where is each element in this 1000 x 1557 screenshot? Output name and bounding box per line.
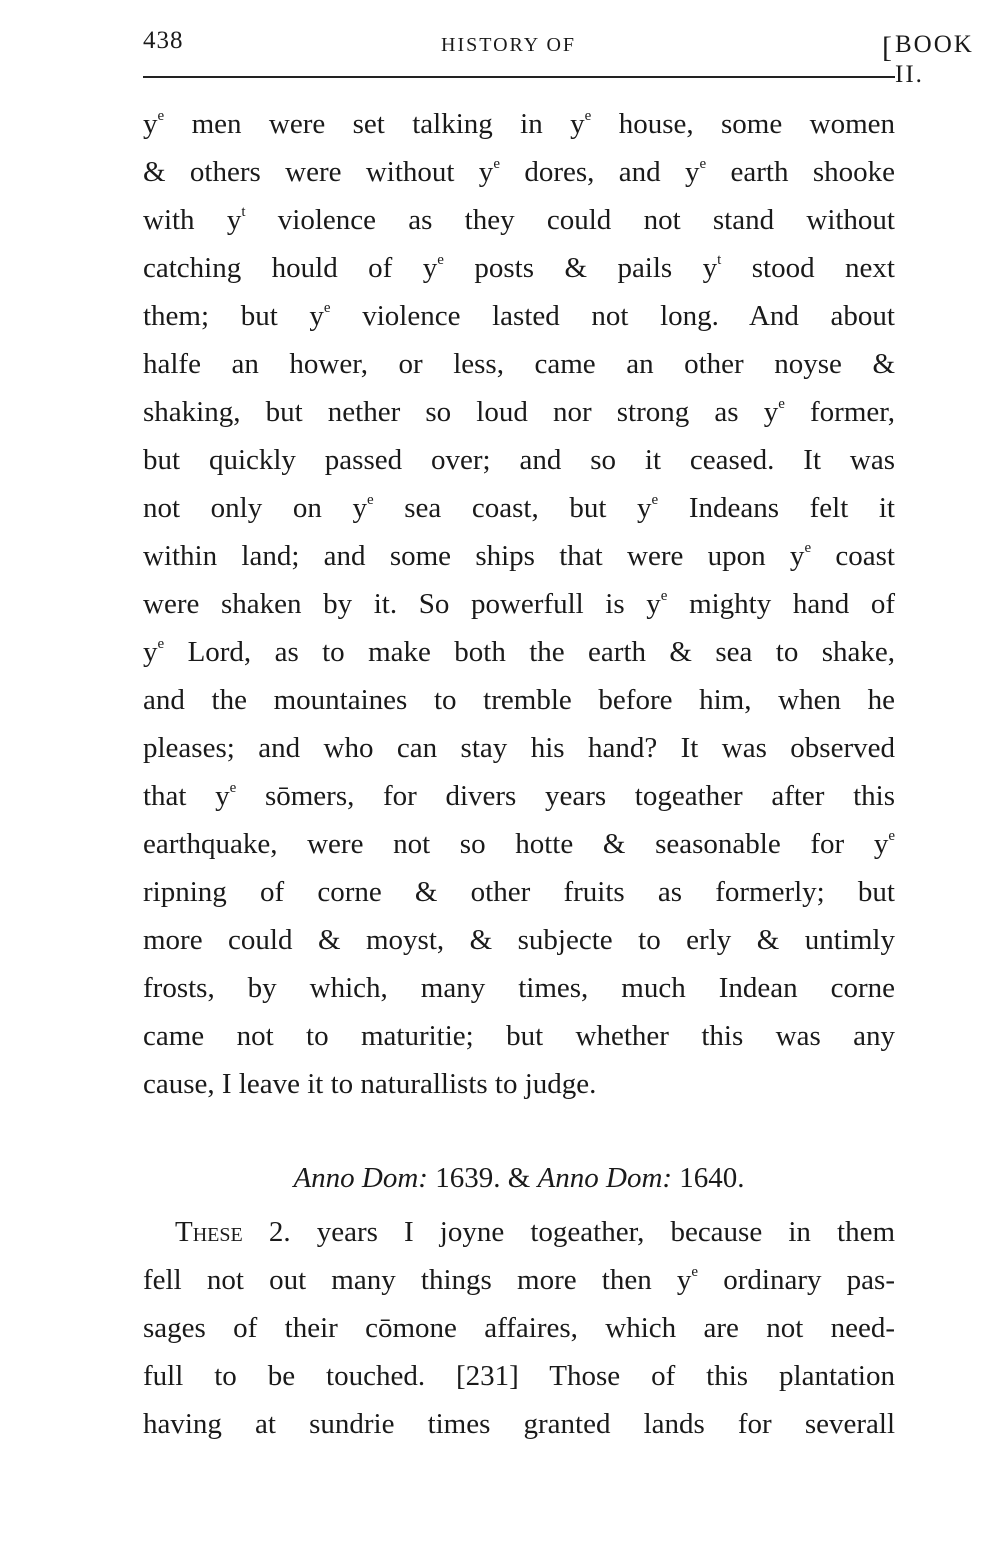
text-line: $y^e$ Lord, as to make both the earth & sea to shake,	[143, 636, 895, 668]
book-label-text: BOOK II.	[895, 31, 974, 88]
text-line: more could & moyst, & subjecte to erly & untimly	[143, 924, 895, 956]
text-line: frosts, by which, many times, much Indean corne	[143, 972, 895, 1004]
text-line: shaking, but nether so loud nor strong as $y^e$ former,	[143, 396, 895, 428]
header-rule	[143, 76, 895, 78]
text-line: & others were without $y^e$ dores, and $y^e$ earth shooke	[143, 156, 895, 188]
page-header	[143, 26, 974, 88]
heading-anno-2: Anno Dom:	[537, 1162, 673, 1194]
text-line: them; but $y^e$ violence lasted not long. And about	[143, 300, 895, 332]
text-line: halfe an hower, or less, came an other noyse &	[143, 348, 895, 380]
text-line: within land; and some ships that were upon $y^e$ coast	[143, 540, 895, 572]
text-line: came not to maturitie; but whether this was any	[143, 1020, 895, 1052]
heading-year-1: 1639.	[435, 1162, 501, 1194]
book-label	[882, 30, 974, 88]
section-heading	[143, 1158, 895, 1198]
text-line: sages of their cōmone affaires, which are not need-	[143, 1312, 895, 1344]
heading-ampersand: &	[507, 1162, 531, 1194]
heading-anno-1: Anno Dom:	[293, 1162, 428, 1194]
text-line: were shaken by it. So powerfull is $y^e$ mighty hand of	[143, 588, 896, 620]
text-line: fell not out many things more then $y^e$ ordinary pas-	[143, 1264, 895, 1296]
text-line: cause, I leave it to naturallists to judge.	[143, 1068, 597, 1100]
text-line: that $y^e$ sōmers, for divers years togeather after this	[143, 780, 895, 812]
text-line: ripning of corne & other fruits as formerly; but	[143, 876, 895, 908]
text-line: not only on $y^e$ sea coast, but $y^e$ Indeans felt it	[143, 492, 895, 524]
text-line: pleases; and who can stay his hand? It was observed	[143, 732, 895, 764]
page-number: 438	[143, 27, 184, 54]
text-line: but quickly passed over; and so it ceased. It was	[143, 444, 895, 476]
heading-year-2: 1640.	[679, 1162, 745, 1194]
text-line: and the mountaines to tremble before him, when he	[143, 684, 895, 716]
text-line: $y^e$ men were set talking in $y^e$ house, some women	[143, 108, 895, 140]
bracket-glyph: [	[882, 31, 894, 64]
text-line: full to be touched. [231] Those of this plantation	[143, 1360, 895, 1392]
text-line: earthquake, were not so hotte & seasonable for $y^e$	[143, 828, 895, 860]
text-line: having at sundrie times granted lands for severall	[143, 1408, 895, 1440]
running-title: HISTORY OF	[441, 34, 577, 56]
text-line: with $y^t$ violence as they could not stand without	[143, 204, 895, 236]
text-line: catching hould of $y^e$ posts & pails $y^t$ stood next	[143, 252, 895, 284]
text-line: These 2. years I joyne togeather, because in them	[175, 1216, 895, 1248]
